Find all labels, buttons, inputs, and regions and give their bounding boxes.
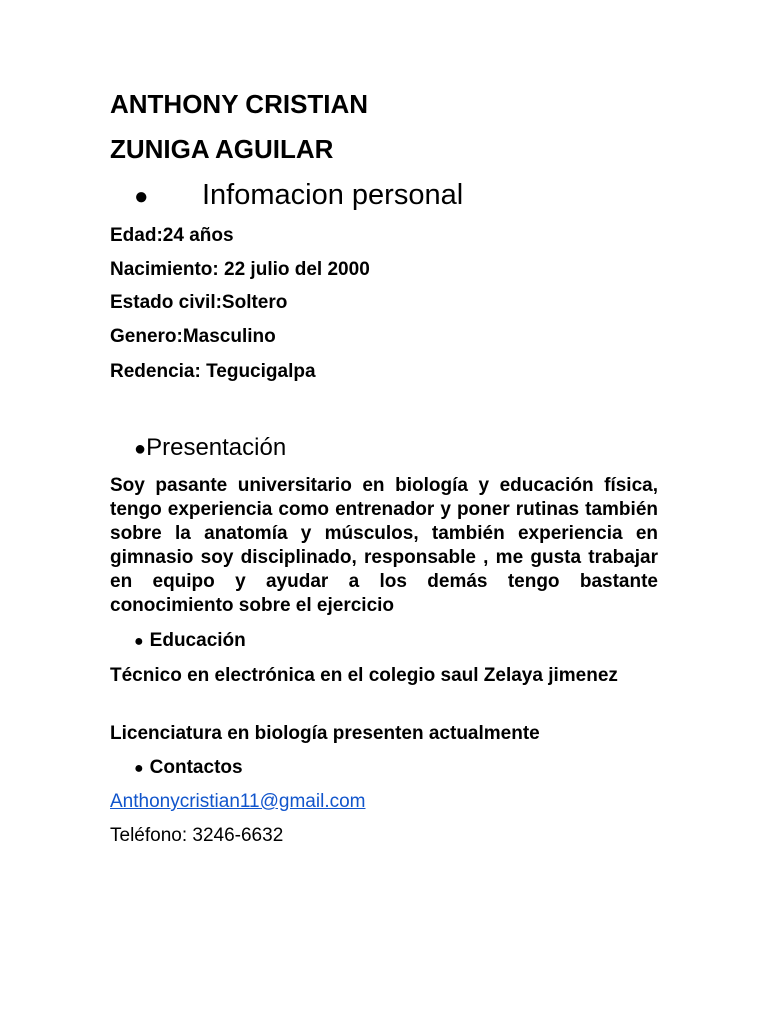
bullet-icon: ● xyxy=(134,183,149,210)
name-line-1: ANTHONY CRISTIAN xyxy=(110,89,369,119)
section-heading-contactos xyxy=(134,756,243,781)
section-heading-contactos-label: Contactos xyxy=(149,757,243,778)
bullet-icon: ● xyxy=(134,760,144,777)
section-heading-educacion xyxy=(134,629,246,654)
section-heading-presentacion-label: Presentación xyxy=(146,434,287,461)
info-estado-civil: Estado civil:Soltero xyxy=(110,292,288,313)
info-genero: Genero:Masculino xyxy=(110,326,276,347)
section-heading-personal xyxy=(134,178,463,214)
bullet-icon: ● xyxy=(134,633,144,650)
presentacion-text: Soy pasante universitario en biología y educación física, tengo experiencia como entrenador y poner rutinas también sobre la anatomía y músculos, también experiencia en gimnasio soy disciplinado, responsable , me gusta trabajar en equipo y ayudar a los demás tengo bastante conocimiento sobre el ejercicio xyxy=(110,475,658,616)
educacion-item-2: Licenciatura en biología presenten actualmente xyxy=(110,723,540,744)
info-nacimiento: Nacimiento: 22 julio del 2000 xyxy=(110,259,370,280)
section-heading-educacion-label: Educación xyxy=(149,630,246,651)
info-residencia: Redencia: Tegucigalpa xyxy=(110,361,316,382)
phone-number: Teléfono: 3246-6632 xyxy=(110,825,284,846)
educacion-item-1: Técnico en electrónica en el colegio saul Zelaya jimenez xyxy=(110,665,618,686)
info-edad: Edad:24 años xyxy=(110,225,234,246)
section-heading-personal-label: Infomacion personal xyxy=(202,179,464,211)
bullet-icon: ● xyxy=(134,438,147,460)
email-link[interactable]: Anthonycristian11@gmail.com xyxy=(110,791,366,812)
section-heading-presentacion xyxy=(134,433,286,464)
name-line-2: ZUNIGA AGUILAR xyxy=(110,134,334,164)
